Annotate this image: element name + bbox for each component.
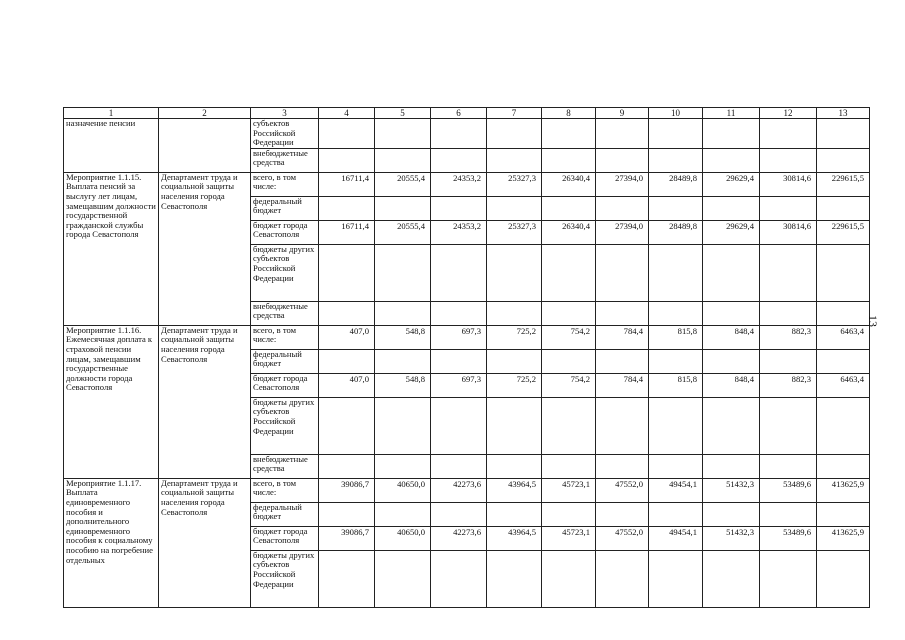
funding-source: бюджеты других субъектов Российской Федерации (251, 550, 319, 607)
amount-cell (760, 148, 817, 172)
amount-cell (542, 397, 596, 454)
amount-cell: 784,4 (596, 325, 649, 349)
amount-cell (817, 550, 870, 607)
amount-cell (487, 244, 542, 301)
amount-cell (431, 454, 487, 478)
funding-source: федеральный бюджет (251, 502, 319, 526)
amount-cell (649, 397, 703, 454)
amount-cell: 413625,9 (817, 478, 870, 502)
amount-cell: 29629,4 (703, 172, 760, 196)
table-row (64, 119, 870, 149)
amount-cell (649, 454, 703, 478)
amount-cell: 42273,6 (431, 478, 487, 502)
amount-cell: 754,2 (542, 373, 596, 397)
amount-cell: 47552,0 (596, 478, 649, 502)
amount-cell (542, 244, 596, 301)
amount-cell (319, 301, 375, 325)
amount-cell: 28489,8 (649, 172, 703, 196)
amount-cell: 754,2 (542, 325, 596, 349)
amount-cell: 6463,4 (817, 373, 870, 397)
responsible-executor: Департамент труда и социальной защиты населения города Севастополя (159, 325, 251, 478)
amount-cell (817, 502, 870, 526)
amount-cell: 43964,5 (487, 526, 542, 550)
funding-source: бюджеты других субъектов Российской Федерации (251, 397, 319, 454)
amount-cell (319, 502, 375, 526)
amount-cell: 24353,2 (431, 220, 487, 244)
amount-cell (760, 119, 817, 149)
amount-cell (319, 397, 375, 454)
measure-title: Мероприятие 1.1.17. Выплата единовременного пособия и дополнительного единовременного пособия к социальному пособию на погребение отдельных (64, 478, 159, 607)
amount-cell (596, 196, 649, 220)
header-cell-2: 2 (159, 108, 251, 119)
amount-cell: 53489,6 (760, 478, 817, 502)
funding-source: бюджет города Севастополя (251, 220, 319, 244)
amount-cell (431, 244, 487, 301)
amount-cell (487, 397, 542, 454)
amount-cell: 407,0 (319, 373, 375, 397)
amount-cell (760, 454, 817, 478)
amount-cell: 26340,4 (542, 220, 596, 244)
amount-cell: 42273,6 (431, 526, 487, 550)
amount-cell (375, 550, 431, 607)
amount-cell (596, 502, 649, 526)
amount-cell: 45723,1 (542, 526, 596, 550)
funding-source: бюджет города Севастополя (251, 373, 319, 397)
table-row (64, 172, 870, 196)
header-cell-3: 3 (251, 108, 319, 119)
amount-cell: 407,0 (319, 325, 375, 349)
amount-cell (596, 301, 649, 325)
amount-cell: 29629,4 (703, 220, 760, 244)
amount-cell (431, 196, 487, 220)
amount-cell: 848,4 (703, 325, 760, 349)
amount-cell: 784,4 (596, 373, 649, 397)
funding-source: федеральный бюджет (251, 196, 319, 220)
amount-cell (703, 301, 760, 325)
header-cell-11: 11 (703, 108, 760, 119)
amount-cell (319, 454, 375, 478)
amount-cell (760, 349, 817, 373)
table-row (64, 478, 870, 502)
amount-cell (542, 301, 596, 325)
amount-cell (817, 397, 870, 454)
amount-cell: 53489,6 (760, 526, 817, 550)
amount-cell (375, 397, 431, 454)
amount-cell (703, 119, 760, 149)
amount-cell: 27394,0 (596, 172, 649, 196)
amount-cell: 45723,1 (542, 478, 596, 502)
amount-cell: 725,2 (487, 373, 542, 397)
amount-cell: 40650,0 (375, 478, 431, 502)
amount-cell: 27394,0 (596, 220, 649, 244)
amount-cell (542, 454, 596, 478)
table-row (64, 325, 870, 349)
amount-cell (487, 349, 542, 373)
amount-cell: 49454,1 (649, 526, 703, 550)
amount-cell: 882,3 (760, 373, 817, 397)
amount-cell (817, 196, 870, 220)
amount-cell (542, 148, 596, 172)
amount-cell (542, 349, 596, 373)
amount-cell (375, 349, 431, 373)
amount-cell (760, 196, 817, 220)
amount-cell (817, 119, 870, 149)
amount-cell: 49454,1 (649, 478, 703, 502)
amount-cell: 20555,4 (375, 172, 431, 196)
amount-cell (649, 550, 703, 607)
amount-cell: 26340,4 (542, 172, 596, 196)
amount-cell (760, 397, 817, 454)
amount-cell: 30814,6 (760, 172, 817, 196)
amount-cell (596, 550, 649, 607)
amount-cell: 43964,5 (487, 478, 542, 502)
amount-cell: 548,8 (375, 325, 431, 349)
amount-cell (319, 244, 375, 301)
measure-title: Мероприятие 1.1.15. Выплата пенсий за выслугу лет лицам, замещавшим должности государственной гражданской службы города Севастополя (64, 172, 159, 325)
funding-source: внебюджетные средства (251, 148, 319, 172)
amount-cell (431, 148, 487, 172)
amount-cell: 16711,4 (319, 172, 375, 196)
amount-cell: 25327,3 (487, 172, 542, 196)
amount-cell (487, 196, 542, 220)
amount-cell: 815,8 (649, 373, 703, 397)
amount-cell (487, 148, 542, 172)
amount-cell: 40650,0 (375, 526, 431, 550)
amount-cell (319, 349, 375, 373)
funding-source: бюджет города Севастополя (251, 526, 319, 550)
amount-cell (817, 148, 870, 172)
amount-cell (375, 244, 431, 301)
amount-cell (596, 349, 649, 373)
page-number: 13 (866, 315, 880, 327)
amount-cell (760, 244, 817, 301)
amount-cell (487, 301, 542, 325)
amount-cell: 28489,8 (649, 220, 703, 244)
amount-cell: 30814,6 (760, 220, 817, 244)
amount-cell (375, 119, 431, 149)
measure-title: Мероприятие 1.1.16. Ежемесячная доплата к страховой пенсии лицам, замещавшим государственные должности города Севастополя (64, 325, 159, 478)
amount-cell (431, 502, 487, 526)
header-cell-12: 12 (760, 108, 817, 119)
amount-cell (596, 244, 649, 301)
amount-cell: 16711,4 (319, 220, 375, 244)
amount-cell (703, 148, 760, 172)
amount-cell (703, 454, 760, 478)
funding-source: всего, в том числе: (251, 478, 319, 502)
amount-cell (375, 301, 431, 325)
header-cell-8: 8 (542, 108, 596, 119)
amount-cell: 51432,3 (703, 526, 760, 550)
amount-cell: 548,8 (375, 373, 431, 397)
amount-cell (649, 196, 703, 220)
amount-cell (542, 502, 596, 526)
amount-cell (319, 148, 375, 172)
amount-cell (487, 454, 542, 478)
amount-cell: 39086,7 (319, 526, 375, 550)
amount-cell (760, 301, 817, 325)
amount-cell: 25327,3 (487, 220, 542, 244)
amount-cell: 20555,4 (375, 220, 431, 244)
amount-cell (431, 301, 487, 325)
amount-cell (817, 301, 870, 325)
amount-cell: 51432,3 (703, 478, 760, 502)
amount-cell (649, 244, 703, 301)
funding-source: внебюджетные средства (251, 454, 319, 478)
amount-cell (431, 550, 487, 607)
header-cell-6: 6 (431, 108, 487, 119)
amount-cell (649, 349, 703, 373)
amount-cell (596, 454, 649, 478)
amount-cell (596, 148, 649, 172)
amount-cell (703, 502, 760, 526)
amount-cell (817, 244, 870, 301)
amount-cell (703, 196, 760, 220)
amount-cell (817, 454, 870, 478)
header-cell-4: 4 (319, 108, 375, 119)
header-cell-5: 5 (375, 108, 431, 119)
amount-cell: 848,4 (703, 373, 760, 397)
funding-source: внебюджетные средства (251, 301, 319, 325)
amount-cell: 815,8 (649, 325, 703, 349)
header-cell-7: 7 (487, 108, 542, 119)
header-cell-10: 10 (649, 108, 703, 119)
amount-cell (487, 550, 542, 607)
header-cell-13: 13 (817, 108, 870, 119)
funding-source: всего, в том числе: (251, 172, 319, 196)
amount-cell: 697,3 (431, 325, 487, 349)
amount-cell: 6463,4 (817, 325, 870, 349)
amount-cell (649, 502, 703, 526)
amount-cell (375, 196, 431, 220)
measure-title: назначение пенсии (64, 119, 159, 173)
amount-cell (542, 119, 596, 149)
amount-cell: 882,3 (760, 325, 817, 349)
amount-cell (649, 301, 703, 325)
amount-cell: 24353,2 (431, 172, 487, 196)
amount-cell: 229615,5 (817, 220, 870, 244)
amount-cell (703, 349, 760, 373)
amount-cell: 39086,7 (319, 478, 375, 502)
amount-cell (319, 119, 375, 149)
amount-cell (703, 244, 760, 301)
amount-cell (596, 397, 649, 454)
amount-cell (760, 550, 817, 607)
funding-source: бюджеты других субъектов Российской Федерации (251, 244, 319, 301)
header-cell-1: 1 (64, 108, 159, 119)
funding-source: субъектов Российской Федерации (251, 119, 319, 149)
amount-cell (375, 454, 431, 478)
amount-cell (703, 397, 760, 454)
amount-cell (817, 349, 870, 373)
amount-cell (319, 196, 375, 220)
responsible-executor (159, 119, 251, 173)
amount-cell (760, 502, 817, 526)
amount-cell: 697,3 (431, 373, 487, 397)
responsible-executor: Департамент труда и социальной защиты населения города Севастополя (159, 172, 251, 325)
amount-cell (431, 349, 487, 373)
amount-cell (431, 397, 487, 454)
amount-cell: 229615,5 (817, 172, 870, 196)
amount-cell (649, 119, 703, 149)
amount-cell: 725,2 (487, 325, 542, 349)
budget-table-page (63, 107, 869, 608)
amount-cell (542, 550, 596, 607)
amount-cell (375, 502, 431, 526)
amount-cell (596, 119, 649, 149)
amount-cell: 413625,9 (817, 526, 870, 550)
amount-cell (431, 119, 487, 149)
amount-cell (487, 502, 542, 526)
amount-cell (487, 119, 542, 149)
amount-cell (703, 550, 760, 607)
header-cell-9: 9 (596, 108, 649, 119)
responsible-executor: Департамент труда и социальной защиты населения города Севастополя (159, 478, 251, 607)
amount-cell (649, 148, 703, 172)
amount-cell (542, 196, 596, 220)
funding-source: федеральный бюджет (251, 349, 319, 373)
amount-cell: 47552,0 (596, 526, 649, 550)
funding-source: всего, в том числе: (251, 325, 319, 349)
budget-table (63, 107, 870, 608)
header-row (64, 108, 870, 119)
amount-cell (319, 550, 375, 607)
amount-cell (375, 148, 431, 172)
table-body (64, 108, 870, 608)
